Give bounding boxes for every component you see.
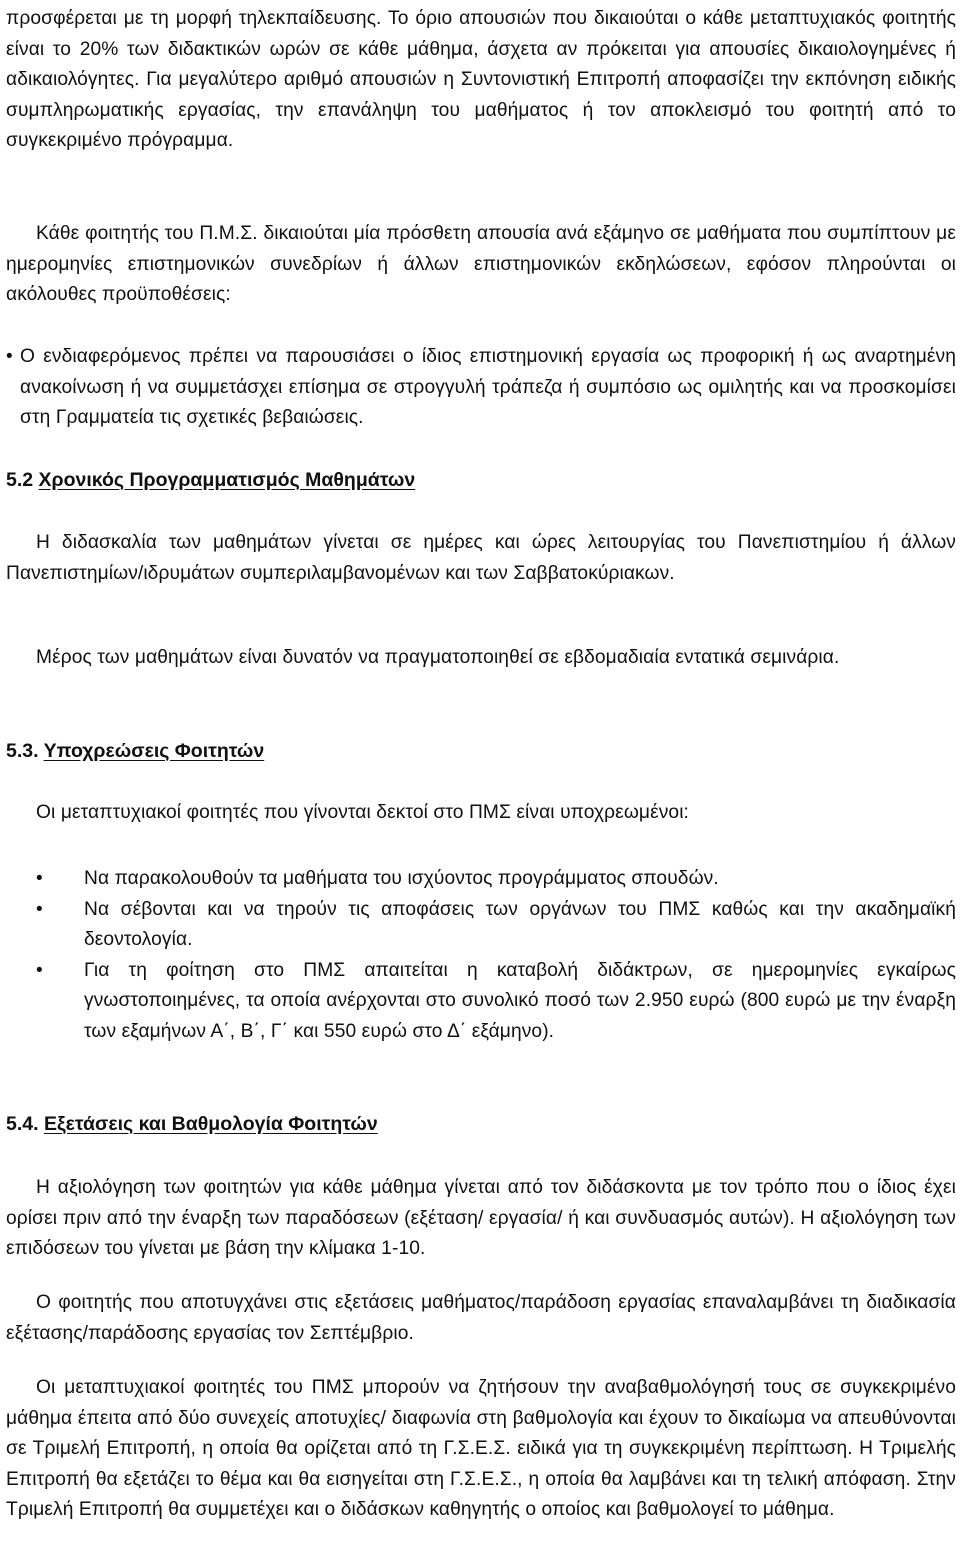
condition-text: Ο ενδιαφερόμενος πρέπει να παρουσιάσει ο ίδιος επιστημονική εργασία ως προφορική ή ως αναρτημένη ανακοίνωση ή να συμμετάσχει επίσημα σε στρογγυλή τράπεζα ή συμπόσιο ως ομιλητής και να προσκομίσει στη Γραμματεία τις σχετικές βεβαιώσεις. (20, 346, 956, 429)
section-5-2-paragraph: Μέρος των μαθημάτων είναι δυνατόν να πραγματοποιηθεί σε εβδομαδιαία εντατικά σεμινάρια. (36, 647, 840, 668)
section-5-4-paragraph: Ο φοιτητής που αποτυγχάνει στις εξετάσεις μαθήματος/παράδοση εργασίας επαναλαμβάνει τη διαδικασία εξέτασης/παράδοσης εργασίας τον Σεπτέμβριο. (6, 1292, 956, 1344)
section-5-4-paragraph: Οι μεταπτυχιακοί φοιτητές του ΠΜΣ μπορούν να ζητήσουν την αναβαθμολόγησή τους σε συγκεκριμένο μάθημα έπειτα από δύο συνεχείς αποτυχίες/ διαφωνία στη βαθμολογία και έχουν το δικαίωμα να απευθύνονται σε Τριμελή Επιτροπή, η οποία θα ορίζεται από τη Γ.Σ.Ε.Σ. ειδικά για τη συγκεκριμένη περίπτωση. Η Τριμελής Επιτροπή θα εξετάζει το θέμα και θα εισηγείται στη Γ.Σ.Ε.Σ., η οποία θα λαμβάνει και τη τελική απόφαση. Στην Τριμελή Επιτροπή θα συμμετέχει και ο διδάσκων καθηγητής ο οποίος και βαθμολογεί το μάθημα. (6, 1377, 956, 1521)
section-number: 5.2 (6, 469, 34, 491)
bullet-icon: • (36, 898, 43, 920)
section-title: Υποχρεώσεις Φοιτητών (43, 740, 265, 762)
section-5-2-heading (6, 465, 415, 495)
section-5-3-heading (6, 736, 264, 766)
section-title: Εξετάσεις και Βαθμολογία Φοιτητών (43, 1113, 378, 1135)
list-item-text: Να παρακολουθούν τα μαθήματα του ισχύοντος προγράμματος σπουδών. (84, 868, 719, 889)
section-5-4-heading (6, 1109, 378, 1139)
section-5-3-lead: Οι μεταπτυχιακοί φοιτητές που γίνονται δεκτοί στο ΠΜΣ είναι υποχρεωμένοι: (36, 802, 689, 823)
bullet-icon: • (36, 959, 43, 981)
list-item (6, 895, 956, 956)
bullet-icon: • (6, 346, 13, 367)
section-5-2-paragraph: Η διδασκαλία των μαθημάτων γίνεται σε ημέρες και ώρες λειτουργίας του Πανεπιστημίου ή άλλων Πανεπιστημίων/ιδρυμάτων συμπεριλαμβανομένων και των Σαββατοκύριακων. (6, 532, 956, 584)
extra-absence-paragraph: Κάθε φοιτητής του Π.Μ.Σ. δικαιούται μία πρόσθετη απουσία ανά εξάμηνο σε μαθήματα που συμπίπτουν με ημερομηνίες επιστημονικών συνεδρίων ή άλλων επιστημονικών εκδηλώσεων, εφόσον πληρούνται οι ακόλουθες προϋποθέσεις: (6, 223, 956, 306)
document-page (6, 0, 956, 1559)
extra-absence-condition (6, 342, 956, 434)
section-title: Χρονικός Προγραμματισμός Μαθημάτων (38, 469, 416, 491)
section-5-4-paragraph: Η αξιολόγηση των φοιτητών για κάθε μάθημα γίνεται από τον διδάσκοντα με τον τρόπο που ο ίδιος έχει ορίσει πριν από την έναρξη των παραδόσεων (εξέταση/ εργασία/ ή και συνδυασμός αυτών). Η αξιολόγηση των επιδόσεων του γίνεται με βάση την κλίμακα 1-10. (6, 1177, 956, 1260)
section-number: 5.4. (6, 1113, 39, 1135)
list-item (6, 864, 956, 895)
list-item-text: Για τη φοίτηση στο ΠΜΣ απαιτείται η καταβολή διδάκτρων, σε ημερομηνίες εγκαίρως γνωστοποιημένες, τα οποία ανέρχονται στο συνολικό ποσό των 2.950 ευρώ (800 ευρώ με την έναρξη των εξαμήνων Α΄, Β΄, Γ΄ και 550 ευρώ στο Δ΄ εξάμηνο). (84, 959, 956, 1042)
intro-paragraph: προσφέρεται με τη μορφή τηλεκπαίδευσης. Το όριο απουσιών που δικαιούται ο κάθε μεταπτυχιακός φοιτητής είναι το 20% των διδακτικών ωρών σε κάθε μάθημα, άσχετα αν πρόκειται για απουσίες δικαιολογημένες ή αδικαιολόγητες. Για μεγαλύτερο αριθμό απουσιών η Συντονιστική Επιτροπή αποφασίζει την εκπόνηση ειδικής συμπληρωματικής εργασίας, την επανάληψη του μαθήματος ή τον αποκλεισμό του φοιτητή από το συγκεκριμένο πρόγραμμα. (6, 8, 956, 152)
list-item (6, 956, 956, 1048)
bullet-icon: • (36, 868, 43, 889)
section-number: 5.3. (6, 740, 39, 762)
obligations-list (6, 864, 956, 1048)
list-item-text: Να σέβονται και να τηρούν τις αποφάσεις των οργάνων του ΠΜΣ καθώς και την ακαδημαϊκή δεοντολογία. (84, 898, 956, 951)
